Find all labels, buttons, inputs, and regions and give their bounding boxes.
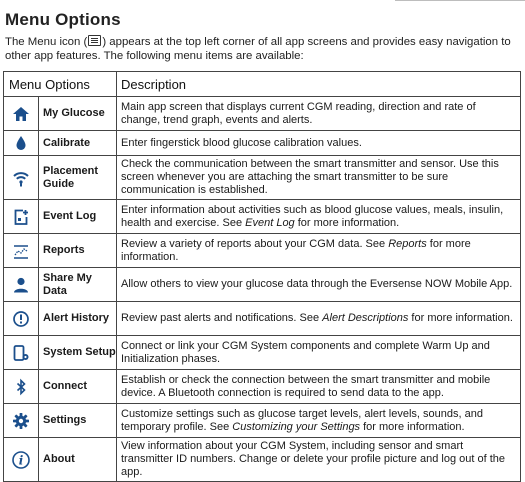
top-divider [395, 0, 525, 1]
page-title: Menu Options [5, 10, 121, 29]
row-name: Event Log [39, 200, 117, 234]
table-row [4, 268, 521, 302]
menu-options-table [3, 71, 521, 482]
event-log-icon [11, 207, 31, 227]
row-name: Calibrate [39, 131, 117, 156]
table-row [4, 404, 521, 438]
reports-icon [11, 241, 31, 261]
row-icon-cell [4, 156, 39, 200]
person-icon [11, 275, 31, 295]
table-row [4, 370, 521, 404]
intro-text-end: ) appears at the top left corner of all app screens and provides easy navigation to other app features. The following menu items are available: [5, 36, 511, 62]
row-description: Enter information about activities such as blood glucose values, meals, insulin, health and exercise. See Event Log for more information. [117, 200, 521, 234]
row-icon-cell [4, 234, 39, 268]
table-row [4, 438, 521, 482]
row-description: Enter fingerstick blood glucose calibration values. [117, 131, 521, 156]
row-name: Placement Guide [39, 156, 117, 200]
intro-paragraph [5, 35, 520, 63]
info-icon [11, 450, 31, 470]
row-icon-cell [4, 336, 39, 370]
table-row [4, 156, 521, 200]
alert-icon [11, 309, 31, 329]
row-description: Allow others to view your glucose data through the Eversense NOW Mobile App. [117, 268, 521, 302]
system-setup-icon [11, 343, 31, 363]
row-description: Connect or link your CGM System components and complete Warm Up and Initialization phases. [117, 336, 521, 370]
table-header-row [4, 72, 521, 97]
row-description: Review a variety of reports about your CGM data. See Reports for more information. [117, 234, 521, 268]
row-name: My Glucose [39, 97, 117, 131]
row-description: Establish or check the connection between the smart transmitter and mobile device. A Bluetooth connection is required to send data to the app. [117, 370, 521, 404]
table-row [4, 336, 521, 370]
row-name: System Setup [39, 336, 117, 370]
row-name: Share My Data [39, 268, 117, 302]
row-name: Reports [39, 234, 117, 268]
header-menu-options: Menu Options [4, 72, 117, 97]
row-description: Check the communication between the smart transmitter and sensor. Use this screen whenever you are attaching the smart transmitter to be sure communication is established. [117, 156, 521, 200]
row-name: Settings [39, 404, 117, 438]
row-description: Main app screen that displays current CGM reading, direction and rate of change, trend graph, events and alerts. [117, 97, 521, 131]
row-description: View information about your CGM System, including sensor and smart transmitter ID numbers. Change or delete your profile picture and log out of the app. [117, 438, 521, 482]
bluetooth-icon [11, 377, 31, 397]
home-icon [11, 104, 31, 124]
table-row [4, 131, 521, 156]
row-icon-cell [4, 370, 39, 404]
menu-icon [88, 35, 101, 46]
row-icon-cell [4, 302, 39, 336]
row-name: Alert History [39, 302, 117, 336]
blood-drop-icon [11, 133, 31, 153]
table-row [4, 97, 521, 131]
row-icon-cell [4, 438, 39, 482]
intro-text-start: The Menu icon ( [5, 36, 88, 48]
svg-text:i: i [18, 453, 24, 467]
table-row [4, 302, 521, 336]
row-icon-cell [4, 200, 39, 234]
row-icon-cell [4, 131, 39, 156]
row-icon-cell [4, 404, 39, 438]
row-description: Review past alerts and notifications. See Alert Descriptions for more information. [117, 302, 521, 336]
table-row [4, 200, 521, 234]
signal-icon [11, 168, 31, 188]
row-description: Customize settings such as glucose target levels, alert levels, sounds, and temporary profile. See Customizing your Settings for more information. [117, 404, 521, 438]
header-description: Description [117, 72, 521, 97]
row-name: About [39, 438, 117, 482]
row-name: Connect [39, 370, 117, 404]
row-icon-cell [4, 97, 39, 131]
row-icon-cell [4, 268, 39, 302]
gear-icon [11, 411, 31, 431]
table-row [4, 234, 521, 268]
